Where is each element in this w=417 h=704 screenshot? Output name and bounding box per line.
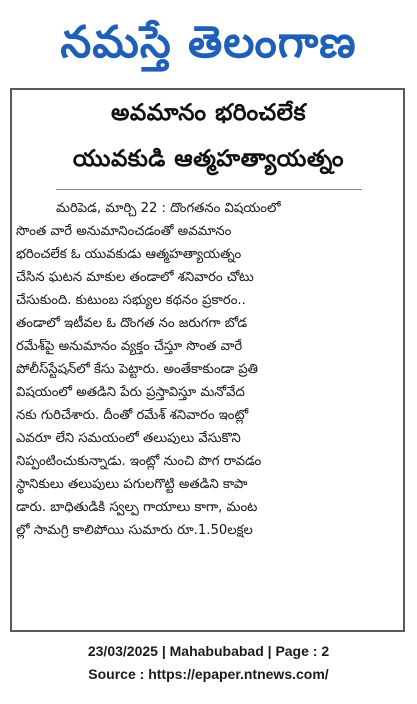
body-line: రమేశ్‌పై అనుమానం వ్యక్తం చేస్తూ సొంత వారే	[16, 339, 243, 354]
body-line: నకు గురిచేశారు. దీంతో రమేశ్ శనివారం ఇంట్లో	[16, 408, 249, 423]
source-url: Source : https://epaper.ntnews.com/	[88, 666, 329, 682]
headline-line-1: అవమానం భరించలేక	[111, 100, 306, 126]
masthead	[0, 0, 417, 86]
body-line: పోలీస్‌స్టేషన్‌లో కేసు పెట్టారు. అంతేకాకుండా ప్రతి	[16, 362, 258, 377]
body-line: మరిపెడ, మార్చి 22 : దొంగతనం విషయంలో	[56, 201, 281, 216]
headline-line-2: యువకుడి ఆత్మహత్యాయత్నం	[72, 146, 345, 172]
body-line: భరించలేక ఓ యువకుడు ఆత్మహత్యాయత్నం	[16, 247, 242, 262]
body-line: డారు. బాధితుడికి స్వల్ప గాయాలు కాగా, మంట	[16, 500, 258, 515]
article-body	[16, 197, 401, 542]
body-line: స్థానికులు తలుపులు పగులగొట్టి అతడిని కాపా	[16, 477, 248, 492]
body-line: తండాలో ఇటీవల ఓ దొంగత నం జరుగగా బోడ	[16, 316, 248, 331]
body-line: చేసిన ఘటన మాకుల తండాలో శనివారం చోటు	[16, 270, 254, 285]
body-line: చేసుకుంది. కుటుంబ సభ్యుల కథనం ప్రకారం..	[16, 293, 246, 308]
body-line: ఎవరూ లేని సమయంలో తలుపులు వేసుకొని	[16, 431, 241, 446]
headline-divider	[56, 189, 362, 190]
body-line: విషయంలో అతడిని పేరు ప్రస్తావిస్తూ మనోవేద	[16, 385, 245, 400]
newspaper-logo: నమస్తే తెలంగాణ	[60, 17, 357, 68]
body-line: సొంత వారే అనుమానించడంతో అవమానం	[16, 224, 232, 239]
publication-info: 23/03/2025 | Mahabubabad | Page : 2	[87, 643, 330, 659]
body-line: నిప్పంటించుకున్నాడు. ఇంట్లో నుంచి పొగ రావడం	[16, 454, 262, 469]
body-line: ల్లో సామగ్రి కాలిపోయి సుమారు రూ.1.50లక్షల	[16, 523, 253, 538]
